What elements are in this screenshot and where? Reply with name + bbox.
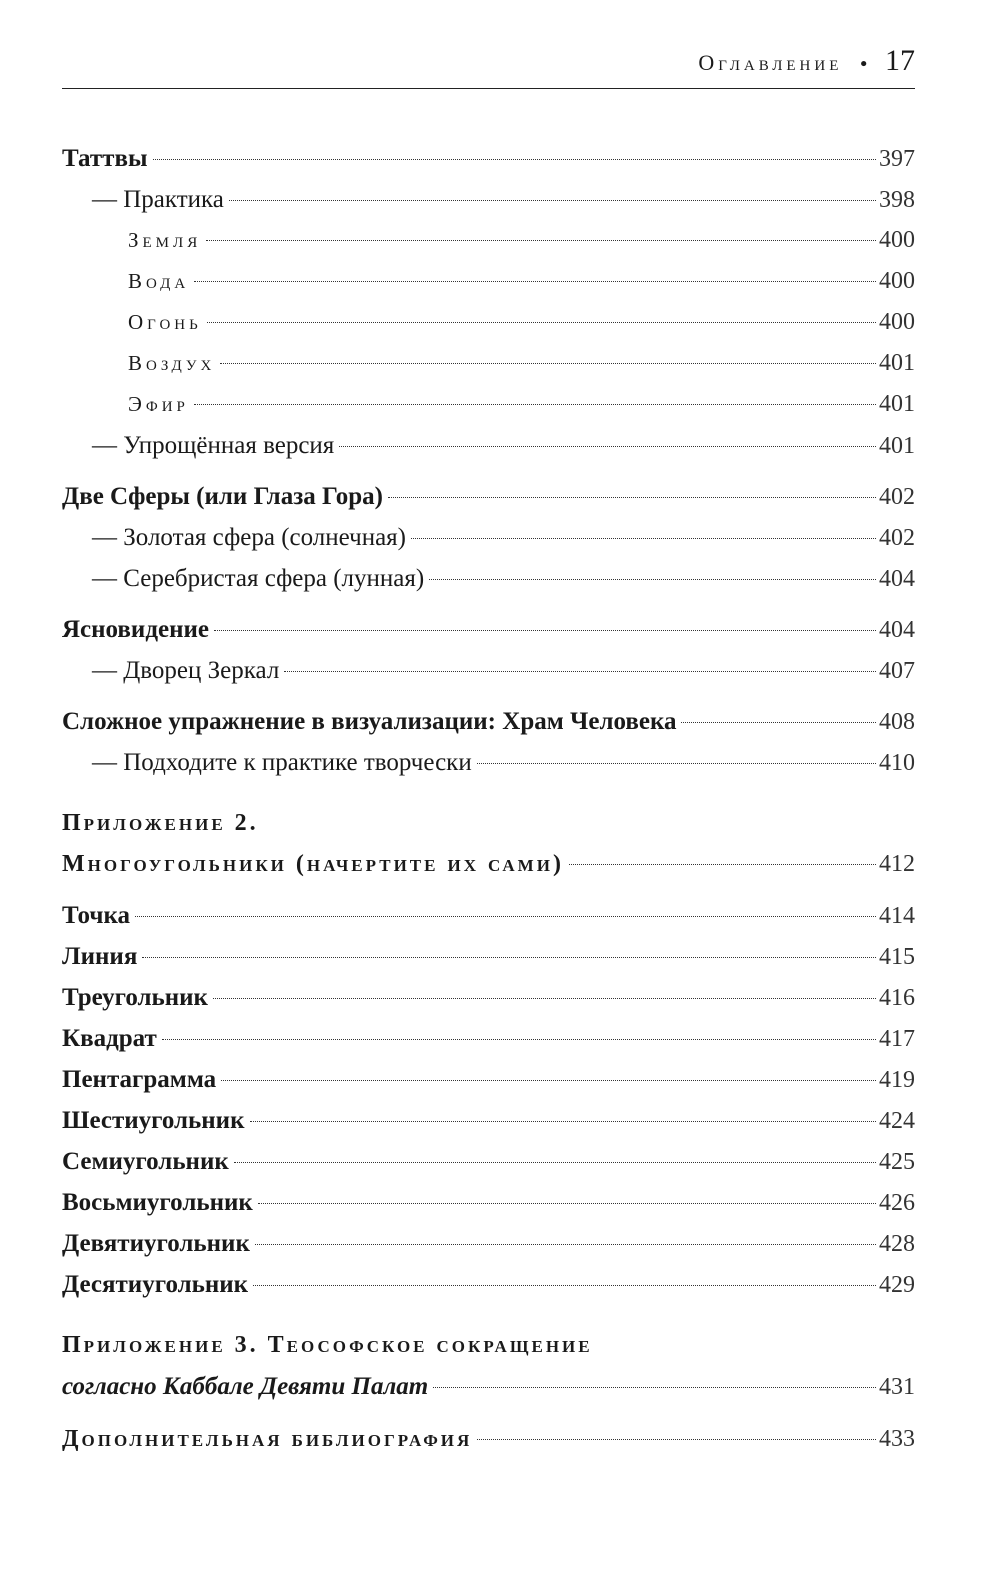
spacer (62, 1312, 915, 1332)
toc-title: согласно Каббале Девяти Палат (62, 1373, 429, 1400)
toc-page: 412 (879, 851, 915, 877)
dot-leader (142, 957, 876, 958)
toc-title: Пентаграмма (62, 1066, 217, 1093)
dot-leader (477, 1439, 876, 1440)
dot-leader (339, 446, 876, 447)
toc-entry-desyatiugolnik[interactable] (62, 1271, 915, 1312)
table-of-contents (62, 145, 915, 1467)
toc-title: Ясновидение (62, 616, 209, 643)
toc-title: Шестиугольник (62, 1107, 245, 1134)
toc-page: 407 (879, 658, 915, 684)
dot-leader (569, 864, 876, 865)
toc-title: Десятиугольник (62, 1271, 249, 1298)
toc-page: 415 (879, 944, 915, 970)
dot-leader (135, 916, 876, 917)
toc-entry-podkhodite[interactable] (62, 749, 915, 790)
appendix-3-heading[interactable]: Приложение 3. Теософское сокращение (62, 1332, 593, 1358)
dot-leader (221, 1080, 876, 1081)
dot-leader (255, 1244, 876, 1245)
spacer (62, 790, 915, 810)
dot-leader (429, 579, 876, 580)
toc-entry-kvadrat[interactable] (62, 1025, 915, 1066)
toc-title: Точка (62, 902, 131, 929)
toc-title: Линия (62, 943, 138, 970)
toc-page: 428 (879, 1231, 915, 1257)
dot-leader (220, 363, 876, 364)
toc-entry-serebristaya[interactable] (62, 565, 915, 606)
toc-title: — Практика (92, 186, 224, 213)
toc-page: 431 (879, 1374, 915, 1400)
toc-title: Треугольник (62, 984, 208, 1011)
toc-title: — Дворец Зеркал (92, 657, 280, 684)
toc-entry-yasnovidenie[interactable] (62, 616, 915, 657)
dot-leader (214, 630, 876, 631)
toc-page: 414 (879, 903, 915, 929)
dot-leader (284, 671, 876, 672)
dot-leader (194, 404, 876, 405)
toc-title: Девятиугольник (62, 1230, 250, 1257)
toc-entry-vosmiugolnik[interactable] (62, 1189, 915, 1230)
toc-page: 401 (879, 391, 915, 417)
dot-leader (253, 1285, 876, 1286)
toc-entry-voda[interactable] (62, 268, 915, 309)
spacer (62, 473, 915, 483)
toc-title: Земля (128, 228, 202, 252)
toc-entry-semiugolnik[interactable] (62, 1148, 915, 1189)
dot-leader (433, 1387, 876, 1388)
toc-page: 419 (879, 1067, 915, 1093)
toc-entry-zemlya[interactable] (62, 227, 915, 268)
dot-leader (388, 497, 876, 498)
toc-page: 400 (879, 268, 915, 294)
toc-entry-liniya[interactable] (62, 943, 915, 984)
toc-title: Многоугольники (начертите их сами) (62, 851, 564, 877)
toc-entry-pentagramma[interactable] (62, 1066, 915, 1107)
toc-page: 400 (879, 227, 915, 253)
toc-page: 433 (879, 1426, 915, 1452)
toc-page: 416 (879, 985, 915, 1011)
toc-page: 402 (879, 525, 915, 551)
dot-leader (207, 322, 876, 323)
dot-leader (477, 763, 876, 764)
toc-page: 424 (879, 1108, 915, 1134)
dot-leader (153, 159, 877, 160)
toc-entry-tattvy[interactable] (62, 145, 915, 186)
toc-title: Огонь (128, 310, 202, 334)
toc-title: Восьмиугольник (62, 1189, 253, 1216)
toc-entry-efir[interactable] (62, 391, 915, 432)
toc-title: Семиугольник (62, 1148, 229, 1175)
dot-leader (206, 240, 876, 241)
toc-page: 402 (879, 484, 915, 510)
toc-page: 397 (879, 146, 915, 172)
toc-page: 408 (879, 709, 915, 735)
toc-page: 426 (879, 1190, 915, 1216)
toc-entry-uproshchennaya[interactable] (62, 432, 915, 473)
dot-leader (229, 200, 876, 201)
toc-page: 429 (879, 1272, 915, 1298)
toc-title: Вода (128, 269, 190, 293)
dot-leader (162, 1039, 876, 1040)
dot-leader (194, 281, 876, 282)
toc-title: — Золотая сфера (солнечная) (92, 524, 407, 551)
dot-leader (213, 998, 876, 999)
toc-title: Дополнительная библиография (62, 1426, 473, 1452)
toc-entry-zolotaya[interactable] (62, 524, 915, 565)
toc-entry-shestiugolnik[interactable] (62, 1107, 915, 1148)
toc-title: Две Сферы (или Глаза Гора) (62, 483, 383, 510)
toc-entry-dve-sfery[interactable] (62, 483, 915, 524)
toc-entry-dvorets[interactable] (62, 657, 915, 698)
dot-leader (681, 722, 876, 723)
toc-title: — Упрощённая версия (92, 432, 335, 459)
page-header (62, 40, 915, 89)
page-number: 17 (885, 44, 915, 77)
dot-leader (250, 1121, 877, 1122)
toc-title: Квадрат (62, 1025, 157, 1052)
toc-entry-ogon[interactable] (62, 309, 915, 350)
header-inner (698, 44, 915, 78)
spacer (62, 892, 915, 902)
toc-page: 400 (879, 309, 915, 335)
appendix-2-heading[interactable]: Приложение 2. (62, 810, 259, 836)
toc-page: 401 (879, 350, 915, 376)
toc-title: — Серебристая сфера (лунная) (92, 565, 425, 592)
toc-title: Эфир (128, 392, 189, 416)
toc-page: 398 (879, 187, 915, 213)
dot-leader (234, 1162, 876, 1163)
toc-entry-devyatiugolnik[interactable] (62, 1230, 915, 1271)
toc-page: 425 (879, 1149, 915, 1175)
spacer (62, 698, 915, 708)
dot-leader (411, 538, 876, 539)
toc-title: Сложное упражнение в визуализации: Храм Человека (62, 708, 677, 735)
toc-entry-tochka[interactable] (62, 902, 915, 943)
header-bullet: • (858, 54, 869, 75)
dot-leader (258, 1203, 876, 1204)
toc-page: 404 (879, 566, 915, 592)
toc-entry-mnogougolniki[interactable] (62, 851, 915, 892)
toc-entry-vozdukh[interactable] (62, 350, 915, 391)
toc-entry-praktika[interactable] (62, 186, 915, 227)
toc-page: 410 (879, 750, 915, 776)
toc-title: Воздух (128, 351, 216, 375)
toc-page: 404 (879, 617, 915, 643)
toc-title: Таттвы (62, 145, 148, 172)
toc-entry-bibliografiya[interactable] (62, 1426, 915, 1467)
toc-title: — Подходите к практике творчески (92, 749, 472, 776)
spacer (62, 606, 915, 616)
toc-page: 401 (879, 433, 915, 459)
toc-entry-slozhnoe[interactable] (62, 708, 915, 749)
running-head: Оглавление (698, 50, 843, 75)
spacer (62, 1414, 915, 1426)
toc-page: 417 (879, 1026, 915, 1052)
toc-entry-kabbala[interactable] (62, 1373, 915, 1414)
toc-entry-treugolnik[interactable] (62, 984, 915, 1025)
